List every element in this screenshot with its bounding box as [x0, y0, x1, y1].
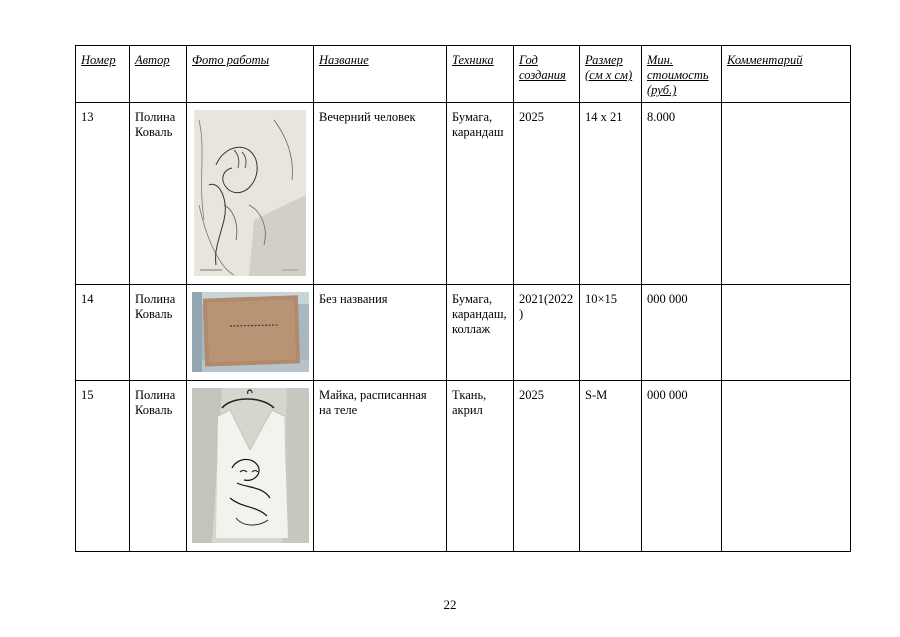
cell-year: 2021(2022): [514, 285, 580, 381]
header-number: Номер: [76, 46, 130, 103]
table-row: [76, 381, 851, 552]
cell-number: 15: [76, 381, 130, 552]
header-title: Название: [314, 46, 447, 103]
header-photo: Фото работы: [187, 46, 314, 103]
cell-price: 8.000: [642, 103, 722, 285]
cell-price: 000 000: [642, 381, 722, 552]
cell-comment: [722, 103, 851, 285]
cell-title: Вечерний человек: [314, 103, 447, 285]
cell-comment: [722, 381, 851, 552]
table-row: [76, 103, 851, 285]
cell-photo: [187, 285, 314, 381]
cell-author: Полина Коваль: [130, 285, 187, 381]
cell-author: Полина Коваль: [130, 103, 187, 285]
header-comment: Комментарий: [722, 46, 851, 103]
cell-comment: [722, 285, 851, 381]
artworks-table: [75, 45, 851, 552]
line-drawing-photo: [194, 110, 306, 276]
cell-title: Без названия: [314, 285, 447, 381]
cell-technique: Бумага, карандаш, коллаж: [447, 285, 514, 381]
header-author: Автор: [130, 46, 187, 103]
header-size: Размер (см х см): [580, 46, 642, 103]
header-price: Мин. стоимость (руб.): [642, 46, 722, 103]
collage-photo: [192, 292, 309, 372]
cell-photo: [187, 103, 314, 285]
cell-author: Полина Коваль: [130, 381, 187, 552]
cell-number: 13: [76, 103, 130, 285]
painted-top-photo: [192, 388, 309, 543]
cell-size: S-M: [580, 381, 642, 552]
cell-size: 14 х 21: [580, 103, 642, 285]
cell-technique: Ткань, акрил: [447, 381, 514, 552]
header-year: Год создания: [514, 46, 580, 103]
table-header-row: [76, 46, 851, 103]
header-technique: Техника: [447, 46, 514, 103]
cell-size: 10×15: [580, 285, 642, 381]
cell-price: 000 000: [642, 285, 722, 381]
cell-year: 2025: [514, 103, 580, 285]
table-row: [76, 285, 851, 381]
cell-year: 2025: [514, 381, 580, 552]
cell-title: Майка, расписанная на теле: [314, 381, 447, 552]
cell-number: 14: [76, 285, 130, 381]
cell-technique: Бумага, карандаш: [447, 103, 514, 285]
cell-photo: [187, 381, 314, 552]
page-number: 22: [443, 597, 457, 612]
